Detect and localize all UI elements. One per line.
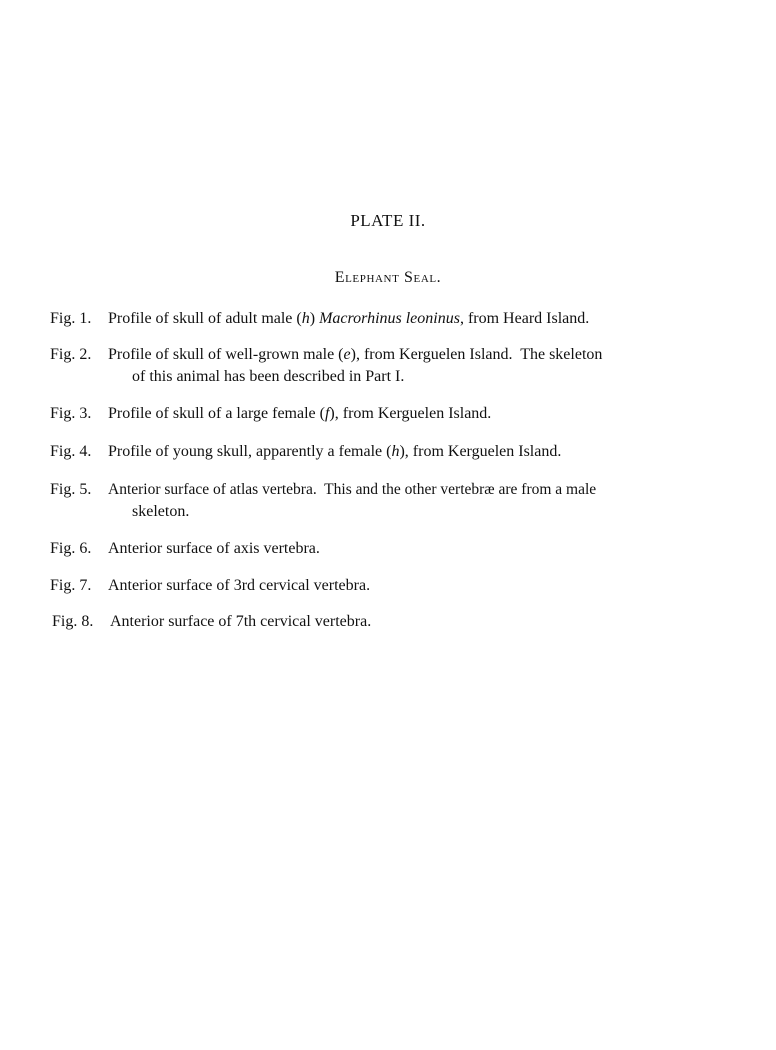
figure-label: Fig. 2. xyxy=(50,346,92,363)
specimen-letter: f xyxy=(324,405,330,422)
species-name: Macrorhinus leoninus xyxy=(319,310,460,327)
figure-label: Fig. 8. xyxy=(52,613,94,630)
figure-description: Anterior surface of axis vertebra. xyxy=(108,540,320,557)
figure-caption-7 xyxy=(50,575,726,597)
figure-description: Profile of skull of adult male (h) Macrorhinus leoninus, from Heard Island. xyxy=(108,310,590,327)
figure-label: Fig. 6. xyxy=(50,540,92,557)
figure-caption-1 xyxy=(50,308,726,330)
specimen-letter: h xyxy=(301,310,310,327)
figure-caption-6 xyxy=(50,538,726,560)
figure-caption-2 xyxy=(50,344,726,388)
figure-caption-8 xyxy=(50,611,726,633)
figure-label: Fig. 4. xyxy=(50,443,92,460)
figure-description: Anterior surface of atlas vertebra. This and the other vertebræ are from a male skeleton. xyxy=(108,481,597,520)
figure-label: Fig. 7. xyxy=(50,577,92,594)
figure-caption-3 xyxy=(50,403,726,425)
figure-description: Profile of skull of a large female (f), from Kerguelen Island. xyxy=(108,405,492,422)
figure-label: Fig. 3. xyxy=(50,405,92,422)
plate-title: PLATE II. xyxy=(350,211,426,230)
figure-description: Profile of skull of well-grown male (e), from Kerguelen Island. The skeleton of this animal has been described in Part I. xyxy=(108,346,603,385)
figure-description: Anterior surface of 7th cervical vertebra. xyxy=(110,613,372,630)
figure-description: Profile of young skull, apparently a female (h), from Kerguelen Island. xyxy=(108,443,562,460)
figure-label: Fig. 5. xyxy=(50,481,92,498)
section-title: Elephant Seal. xyxy=(334,269,442,286)
specimen-letter: e xyxy=(343,346,351,363)
figure-label: Fig. 1. xyxy=(50,310,92,327)
specimen-letter: h xyxy=(391,443,400,460)
figure-caption-5 xyxy=(50,479,726,523)
figure-caption-4 xyxy=(50,441,726,463)
figure-description: Anterior surface of 3rd cervical vertebra. xyxy=(108,577,371,594)
